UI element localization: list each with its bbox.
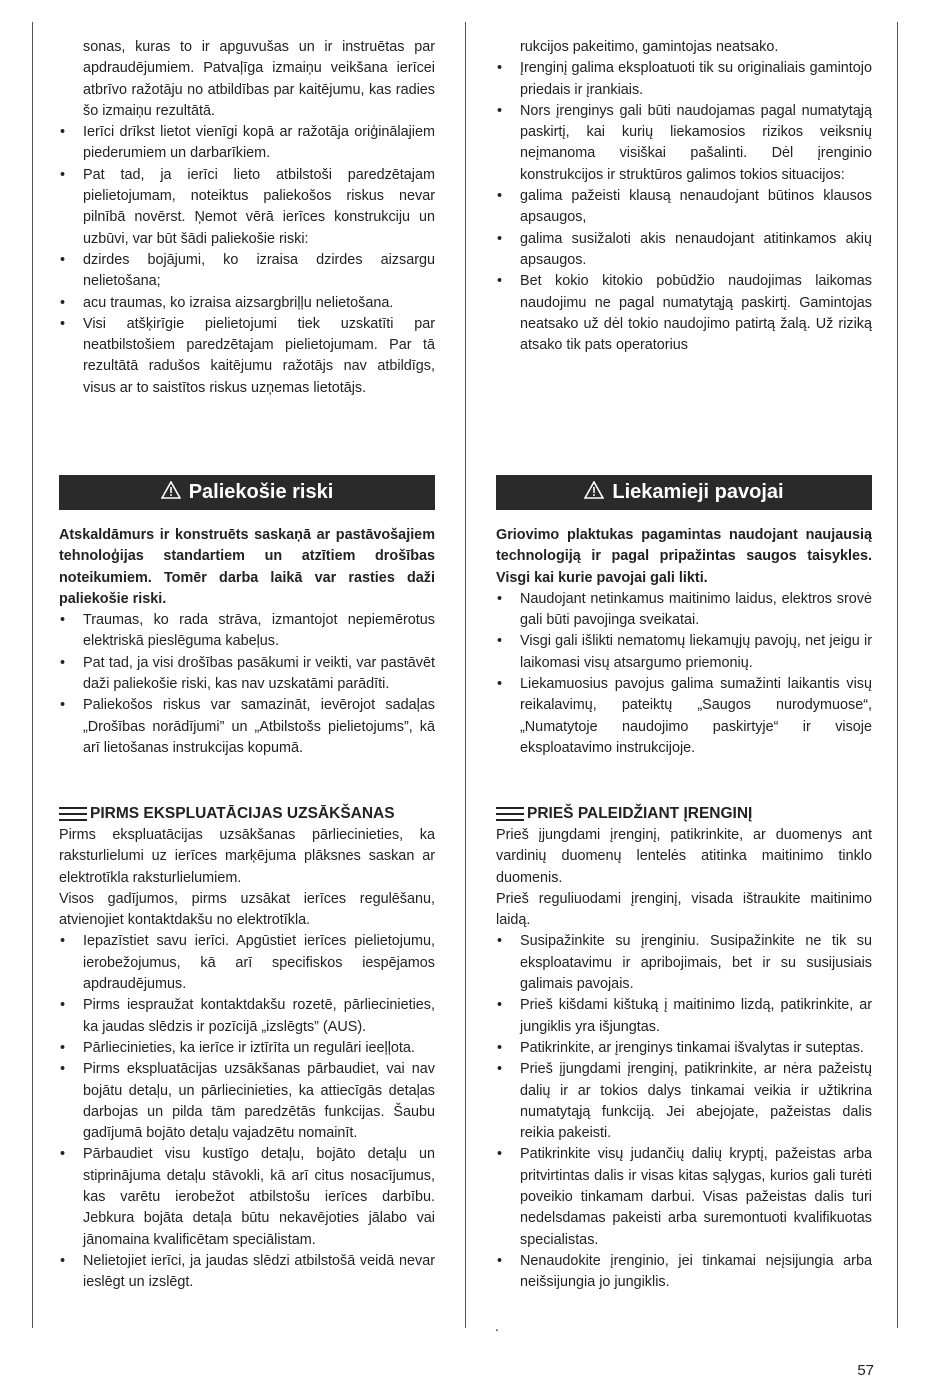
warning-triangle-icon bbox=[584, 481, 604, 504]
list-item: • Visgi gali išlikti nematomų liekamųjų pavojų, net jeigu ir laikomasi visų atsargumo priemonių. bbox=[496, 631, 872, 674]
left-before-section bbox=[59, 802, 435, 1294]
list-item: • Paliekošos riskus var samazināt, ievērojot sadaļas „Drošības norādījumi” un „Atbilstošs pielietojums”, kā arī lietošanas instrukcijas kopumā. bbox=[59, 695, 435, 759]
right-before-heading bbox=[496, 802, 872, 825]
list-item: • galima pažeisti klausą nenaudojant būtinos klausos apsaugos, bbox=[496, 186, 872, 229]
left-before-heading-text: PIRMS EKSPLUATĀCIJAS UZSĀKŠANAS bbox=[90, 804, 395, 822]
list-item: • Ierīci drīkst lietot vienīgi kopā ar ražotāja oriģinālajiem piederumiem un darbarīkiem. bbox=[59, 122, 435, 165]
menu-lines-icon bbox=[59, 806, 87, 821]
left-top-bullets bbox=[59, 122, 435, 399]
right-column bbox=[496, 37, 872, 356]
list-item: • Patikrinkite visų judančių dalių kryptį, pažeistas arba pritvirtintas dalis ir visas kitas sąlygas, kurios gali turėti poveikio tinkamam darbui. Visas pažeistas dalis turi nedelsdamas pakeisti arba suremontuoti kvalifikuotas specialistas. bbox=[496, 1144, 872, 1250]
left-risk-heading bbox=[59, 475, 435, 510]
list-item: • Prieš įjungdami įrenginį, patikrinkite, ar nėra pažeistų dalių ir ar tokios dalys tinkamai veikia ir užtikrina numatytąją funkciją. Jei abejojate, pažeistas dalis reikia pakeisti. bbox=[496, 1059, 872, 1144]
left-column bbox=[59, 37, 435, 399]
left-risk-intro: Atskaldāmurs ir konstruēts saskaņā ar pastāvošajiem tehnoloģijas standartiem un atzītiem drošības noteikumiem. Tomēr darba laikā var rasties daži paliekošie riski. bbox=[59, 527, 435, 607]
list-item: • Pirms ekspluatācijas uzsākšanas pārbaudiet, vai nav bojātu detaļu, un pārliecinieties, ka attiecīgās detaļas darbojas un pilda tām paredzētās funkcijas. Šaubu gadījumā bojāto detaļu vajadzētu nomainīt. bbox=[59, 1059, 435, 1144]
left-before-heading bbox=[59, 802, 435, 825]
list-item: • Traumas, ko rada strāva, izmantojot nepiemērotus elektriskā pieslēguma kabeļus. bbox=[59, 610, 435, 653]
trailing-dot: . bbox=[495, 1318, 499, 1334]
list-item: • Nors įrenginys gali būti naudojamas pagal numatytąją paskirtį, kai kurių liekamosios rizikos veiksnių neįmanoma visiškai pašalinti. Dėl įrenginio konstrukcijos ir struktūros galimos tokios situacijos: bbox=[496, 101, 872, 186]
page-number: 57 bbox=[857, 1362, 874, 1379]
menu-lines-icon bbox=[496, 806, 524, 821]
left-risk-bullets bbox=[59, 610, 435, 759]
list-item: • Iepazīstiet savu ierīci. Apgūstiet ierīces pielietojumu, ierobežojumus, kā arī specifiskos iespējamos apdraudējumus. bbox=[59, 931, 435, 995]
list-item: • Prieš kišdami kištuką į maitinimo lizdą, patikrinkite, ar jungiklis yra išjungtas. bbox=[496, 995, 872, 1038]
list-item: • Pārliecinieties, ka ierīce ir iztīrīta un regulāri ieeļļota. bbox=[59, 1038, 435, 1059]
right-risk-intro: Griovimo plaktukas pagamintas naudojant naujausią technologiją ir pagal pripažintas saugos taisykles. Visgi kai kurie pavojai gali likti. bbox=[496, 527, 872, 586]
right-risk-heading bbox=[496, 475, 872, 510]
list-item: • Bet kokio kitokio pobūdžio naudojimas laikomas naudojimu ne pagal numatytąją paskirtį. Gamintojas neatsako už dėl tokio naudojimo patirtą žalą. Už riziką atsako tik pats operatorius bbox=[496, 271, 872, 356]
right-before-heading-text: PRIEŠ PALEIDŽIANT ĮRENGINĮ bbox=[527, 804, 753, 822]
list-item: • Susipažinkite su įrenginiu. Susipažinkite ne tik su eksploatavimu ir apribojimais, bet ir su susijusiais galimais pavojais. bbox=[496, 931, 872, 995]
left-before-paragraph-1: Pirms ekspluatācijas uzsākšanas pārliecinieties, ka raksturlielumi uz ierīces marķējuma plāksnes saskan ar elektrotīkla raksturlielumiem. bbox=[59, 827, 435, 886]
list-item: • Pārbaudiet visu kustīgo detaļu, bojāto detaļu un stiprinājuma detaļu stāvokli, kā arī citus nosacījumus, kas varētu ierobežot atbilstošu ierīces darbību. Jebkura bojāta detaļa būtu nekavējoties jālabo vai jānomaina kvalificētam speciālistam. bbox=[59, 1144, 435, 1250]
right-before-section bbox=[496, 802, 872, 1294]
left-continuation-text: sonas, kuras to ir apguvušas un ir instruētas par apdraudējumiem. Patvaļīga izmaiņu veikšana ierīcei atbrīvo ražotāju no atbildības par kaitējumu, kas radies šo izmaiņu rezultātā. bbox=[83, 39, 435, 119]
list-item: • Liekamuosius pavojus galima sumažinti laikantis visų reikalavimų, pateiktų „Saugos nurodymuose“, „Numatytoje naudojimo paskirtyje“ ir visoje eksploatavimo instrukcijoje. bbox=[496, 674, 872, 759]
list-item: • Įrenginį galima eksploatuoti tik su originaliais gamintojo priedais ir įrankiais. bbox=[496, 58, 872, 101]
list-item: • Visi atšķirīgie pielietojumi tiek uzskatīti par neatbilstošiem paredzētajam pielietojumam. Par tā rezultātā radušos kaitējumu ražotājs nav atbildīgs, visus ar to saistītos riskus uzņemas lietotājs. bbox=[59, 314, 435, 399]
left-risk-section bbox=[59, 475, 435, 759]
right-margin-line bbox=[897, 22, 898, 1328]
right-before-bullets bbox=[496, 931, 872, 1293]
right-before-paragraph-2: Prieš reguliuodami įrenginį, visada ištraukite maitinimo laidą. bbox=[496, 890, 872, 929]
left-risk-heading-text: Paliekošie riski bbox=[188, 480, 334, 503]
left-margin-line bbox=[32, 22, 33, 1328]
list-item: • Pat tad, ja visi drošības pasākumi ir veikti, var pastāvēt daži paliekošie riski, kas nav uzskatāmi parādīti. bbox=[59, 653, 435, 696]
list-item: • Pat tad, ja ierīci lieto atbilstoši paredzētajam pielietojumam, noteiktus paliekošos riskus nevar pilnībā novērst. Ņemot vērā ierīces konstrukciju un uzbūvi, var būt šādi paliekošie riski: bbox=[59, 165, 435, 250]
list-item: • Pirms iespraužat kontaktdakšu rozetē, pārliecinieties, ka jaudas slēdzis ir pozīcijā „izslēgts” (AUS). bbox=[59, 995, 435, 1038]
list-item: • acu traumas, ko izraisa aizsargbriļļu nelietošana. bbox=[59, 293, 435, 314]
right-risk-section bbox=[496, 475, 872, 759]
right-continuation-text: rukcijos pakeitimo, gamintojas neatsako. bbox=[520, 39, 779, 55]
list-item: • dzirdes bojājumi, ko izraisa dzirdes aizsargu nelietošana; bbox=[59, 250, 435, 293]
list-item: • galima susižaloti akis nenaudojant atitinkamos akių apsaugos. bbox=[496, 229, 872, 272]
right-top-bullets bbox=[496, 58, 872, 356]
right-risk-bullets bbox=[496, 589, 872, 759]
list-item: • Nenaudokite įrenginio, jei tinkamai neįsijungia arba neišsijungia jo jungiklis. bbox=[496, 1251, 872, 1294]
right-risk-heading-text: Liekamieji pavojai bbox=[612, 480, 784, 503]
left-before-paragraph-2: Visos gadījumos, pirms uzsākat ierīces regulēšanu, atvienojiet kontaktdakšu no elektrotīkla. bbox=[59, 890, 435, 929]
center-divider-line bbox=[465, 22, 466, 1328]
warning-triangle-icon bbox=[161, 481, 181, 504]
list-item: • Nelietojiet ierīci, ja jaudas slēdzi atbilstošā veidā nevar ieslēgt un izslēgt. bbox=[59, 1251, 435, 1294]
list-item: • Patikrinkite, ar įrenginys tinkamai išvalytas ir suteptas. bbox=[496, 1038, 872, 1059]
right-before-paragraph-1: Prieš įjungdami įrenginį, patikrinkite, ar duomenys ant vardinių duomenų lentelės atitinka maitinimo tinklo duomenis. bbox=[496, 827, 872, 886]
left-before-bullets bbox=[59, 931, 435, 1293]
list-item: • Naudojant netinkamus maitinimo laidus, elektros srovė gali būti pavojinga sveikatai. bbox=[496, 589, 872, 632]
